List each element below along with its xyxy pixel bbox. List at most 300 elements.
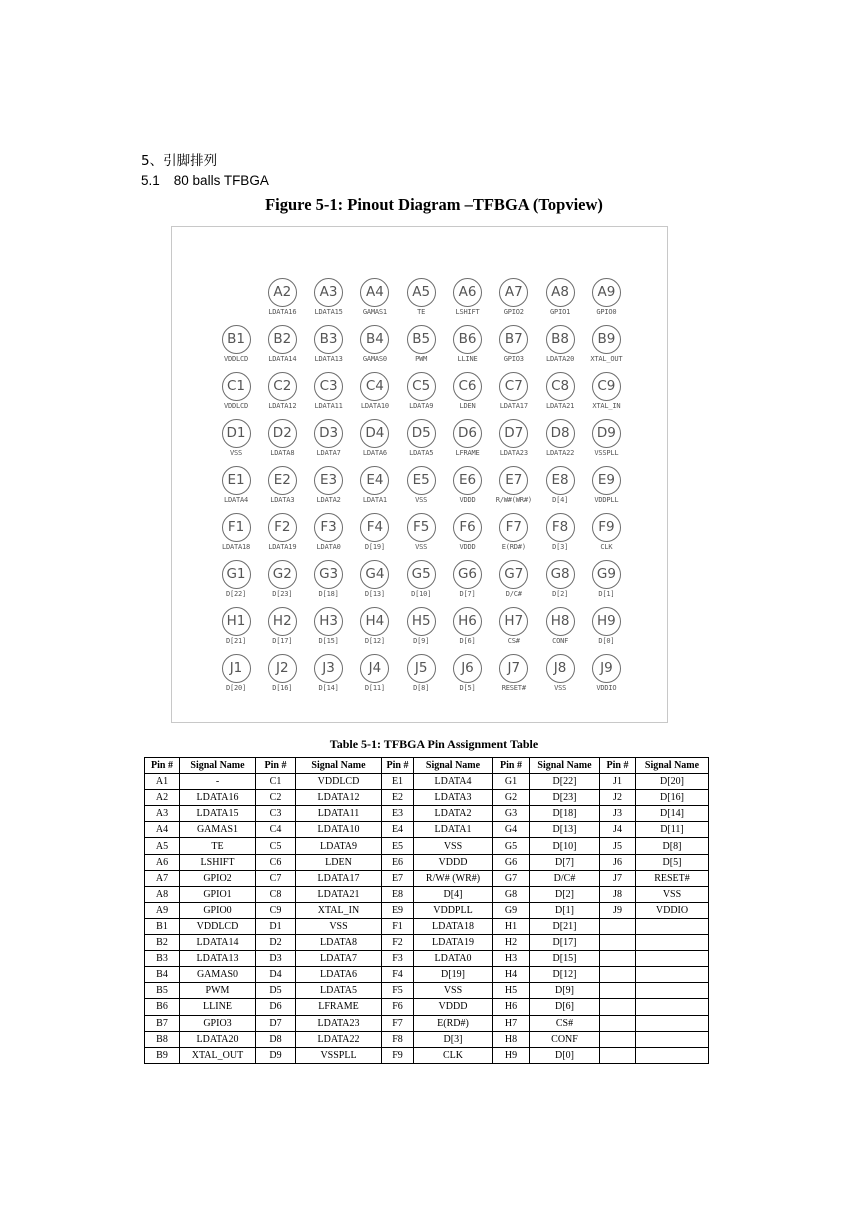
- table-cell: F6: [382, 999, 414, 1015]
- ball-signal-label: LDATA1: [362, 496, 387, 504]
- table-title: Table 5-1: TFBGA Pin Assignment Table: [329, 737, 539, 751]
- table-cell: C1: [256, 774, 296, 790]
- table-cell: GAMAS0: [180, 967, 256, 983]
- table-cell: [600, 1015, 636, 1031]
- ball-signal-label: GAMAS1: [362, 308, 387, 316]
- table-cell: H1: [493, 918, 530, 934]
- ball-G1: G1: [222, 560, 251, 589]
- ball-A6: A6: [453, 278, 482, 307]
- table-cell: G8: [493, 886, 530, 902]
- table-cell: H2: [493, 935, 530, 951]
- ball-G4: G4: [360, 560, 389, 589]
- table-cell: D8: [256, 1031, 296, 1047]
- ball-signal-label: D[20]: [225, 684, 247, 692]
- table-cell: [636, 967, 709, 983]
- ball-signal-label: D[23]: [272, 590, 293, 598]
- table-cell: G4: [493, 822, 530, 838]
- table-cell: GPIO0: [180, 902, 256, 918]
- ball-F7: F7: [499, 513, 528, 542]
- table-cell: [600, 967, 636, 983]
- ball-E7: E7: [499, 466, 528, 495]
- table-cell: D[8]: [636, 838, 709, 854]
- table-cell: LDATA22: [296, 1031, 382, 1047]
- ball-B3: B3: [314, 325, 343, 354]
- table-cell: H4: [493, 967, 530, 983]
- table-cell: VDDD: [414, 854, 493, 870]
- ball-G7: G7: [499, 560, 528, 589]
- ball-signal-label: D[0]: [598, 637, 615, 645]
- ball-signal-label: LDATA20: [546, 355, 575, 363]
- table-cell: E4: [382, 822, 414, 838]
- ball-signal-label: D[7]: [459, 590, 476, 598]
- table-cell: LDEN: [296, 854, 382, 870]
- table-cell: LDATA14: [180, 935, 256, 951]
- ball-signal-label: GAMAS0: [362, 355, 387, 363]
- table-cell: A7: [145, 870, 180, 886]
- table-cell: LDATA16: [180, 790, 256, 806]
- ball-G5: G5: [407, 560, 436, 589]
- table-cell: C2: [256, 790, 296, 806]
- table-cell: LDATA18: [414, 918, 493, 934]
- table-cell: R/W# (WR#): [414, 870, 493, 886]
- table-row: [145, 983, 709, 999]
- table-cell: F8: [382, 1031, 414, 1047]
- ball-F9: F9: [592, 513, 621, 542]
- table-cell: D9: [256, 1047, 296, 1063]
- table-cell: D[4]: [414, 886, 493, 902]
- table-cell: LDATA3: [414, 790, 493, 806]
- table-cell: [600, 1031, 636, 1047]
- subsection-number: 5.1: [141, 173, 160, 188]
- ball-C4: C4: [360, 372, 389, 401]
- table-row: [145, 951, 709, 967]
- ball-F2: F2: [268, 513, 297, 542]
- section-heading: 5、引脚排列: [141, 153, 218, 169]
- table-cell: [600, 935, 636, 951]
- ball-signal-label: D[10]: [411, 590, 432, 598]
- table-cell: F5: [382, 983, 414, 999]
- ball-A8: A8: [546, 278, 575, 307]
- table-row: [145, 1015, 709, 1031]
- ball-signal-label: D[19]: [364, 543, 385, 551]
- table-cell: D[20]: [636, 774, 709, 790]
- ball-signal-label: VSS: [554, 684, 567, 692]
- table-header-cell: Signal Name: [414, 758, 493, 774]
- table-cell: GPIO2: [180, 870, 256, 886]
- ball-A5: A5: [407, 278, 436, 307]
- ball-signal-label: D[15]: [318, 637, 339, 645]
- table-cell: J5: [600, 838, 636, 854]
- table-cell: D[11]: [636, 822, 709, 838]
- table-cell: CONF: [530, 1031, 600, 1047]
- table-cell: D[3]: [414, 1031, 493, 1047]
- table-row: [145, 822, 709, 838]
- ball-signal-label: LDATA22: [546, 449, 575, 457]
- ball-signal-label: D[22]: [225, 590, 247, 598]
- ball-signal-label: VSS: [415, 496, 428, 504]
- table-row: [145, 967, 709, 983]
- ball-H6: H6: [453, 607, 482, 636]
- ball-signal-label: GPIO0: [596, 308, 617, 316]
- ball-E6: E6: [453, 466, 482, 495]
- table-cell: F4: [382, 967, 414, 983]
- ball-H9: H9: [592, 607, 621, 636]
- ball-signal-label: VDDD: [459, 543, 476, 551]
- table-cell: B6: [145, 999, 180, 1015]
- ball-grid: [172, 227, 667, 722]
- table-cell: E1: [382, 774, 414, 790]
- table-cell: A2: [145, 790, 180, 806]
- ball-signal-label: LDATA8: [270, 449, 295, 457]
- table-cell: A5: [145, 838, 180, 854]
- table-cell: [636, 1031, 709, 1047]
- table-cell: D[18]: [530, 806, 600, 822]
- table-row: [145, 918, 709, 934]
- table-cell: J2: [600, 790, 636, 806]
- table-cell: [636, 1015, 709, 1031]
- ball-C8: C8: [546, 372, 575, 401]
- table-cell: VDDPLL: [414, 902, 493, 918]
- ball-G2: G2: [268, 560, 297, 589]
- table-row: [145, 1031, 709, 1047]
- table-cell: PWM: [180, 983, 256, 999]
- ball-signal-label: D[14]: [318, 684, 339, 692]
- table-cell: LSHIFT: [180, 854, 256, 870]
- table-row: [145, 886, 709, 902]
- ball-signal-label: VDDPLL: [594, 496, 619, 504]
- ball-signal-label: D[3]: [552, 543, 569, 551]
- table-cell: LDATA21: [296, 886, 382, 902]
- table-cell: G1: [493, 774, 530, 790]
- table-cell: LDATA4: [414, 774, 493, 790]
- ball-D5: D5: [407, 419, 436, 448]
- ball-signal-label: VDDIO: [596, 684, 617, 692]
- table-cell: C3: [256, 806, 296, 822]
- table-cell: LDATA10: [296, 822, 382, 838]
- table-cell: C5: [256, 838, 296, 854]
- ball-signal-label: LFRAME: [455, 449, 480, 457]
- table-cell: J4: [600, 822, 636, 838]
- table-cell: GPIO1: [180, 886, 256, 902]
- ball-B6: B6: [453, 325, 482, 354]
- table-cell: [600, 983, 636, 999]
- ball-H4: H4: [360, 607, 389, 636]
- table-cell: LDATA8: [296, 935, 382, 951]
- ball-D3: D3: [314, 419, 343, 448]
- table-cell: B2: [145, 935, 180, 951]
- table-cell: B4: [145, 967, 180, 983]
- table-cell: E5: [382, 838, 414, 854]
- table-cell: LDATA23: [296, 1015, 382, 1031]
- table-cell: [636, 951, 709, 967]
- table-cell: H3: [493, 951, 530, 967]
- ball-signal-label: R/W#(WR#): [495, 496, 532, 504]
- table-cell: B8: [145, 1031, 180, 1047]
- ball-E9: E9: [592, 466, 621, 495]
- ball-signal-label: LDATA13: [314, 355, 343, 363]
- table-cell: D[0]: [530, 1047, 600, 1063]
- table-cell: B9: [145, 1047, 180, 1063]
- table-cell: LDATA12: [296, 790, 382, 806]
- ball-signal-label: PWM: [415, 355, 428, 363]
- ball-signal-label: LDATA17: [499, 402, 528, 410]
- table-header-cell: Pin #: [493, 758, 530, 774]
- table-cell: [636, 999, 709, 1015]
- ball-C7: C7: [499, 372, 528, 401]
- table-row: [145, 902, 709, 918]
- table-cell: E6: [382, 854, 414, 870]
- ball-B8: B8: [546, 325, 575, 354]
- table-cell: -: [180, 774, 256, 790]
- table-cell: B3: [145, 951, 180, 967]
- table-cell: H7: [493, 1015, 530, 1031]
- table-cell: D[12]: [530, 967, 600, 983]
- ball-signal-label: VSSPLL: [594, 449, 619, 457]
- table-cell: D[9]: [530, 983, 600, 999]
- ball-D1: D1: [222, 419, 251, 448]
- table-cell: H8: [493, 1031, 530, 1047]
- table-cell: LDATA9: [296, 838, 382, 854]
- table-header-cell: Pin #: [382, 758, 414, 774]
- ball-signal-label: VDDD: [459, 496, 476, 504]
- ball-signal-label: TE: [417, 308, 426, 316]
- ball-signal-label: LDATA14: [268, 355, 297, 363]
- ball-signal-label: D[21]: [225, 637, 247, 645]
- table-cell: D[15]: [530, 951, 600, 967]
- ball-signal-label: D[12]: [364, 637, 385, 645]
- ball-signal-label: D[17]: [272, 637, 293, 645]
- subsection-title: 80 balls TFBGA: [173, 173, 269, 188]
- table-cell: D[23]: [530, 790, 600, 806]
- ball-signal-label: LDATA21: [546, 402, 575, 410]
- table-cell: LDATA7: [296, 951, 382, 967]
- ball-signal-label: LDATA9: [409, 402, 434, 410]
- ball-signal-label: XTAL_OUT: [590, 355, 623, 363]
- table-cell: [600, 951, 636, 967]
- table-cell: LLINE: [180, 999, 256, 1015]
- ball-D7: D7: [499, 419, 528, 448]
- table-cell: [636, 935, 709, 951]
- ball-A3: A3: [314, 278, 343, 307]
- table-cell: GPIO3: [180, 1015, 256, 1031]
- ball-signal-label: LDATA2: [316, 496, 341, 504]
- ball-signal-label: D/C#: [505, 590, 522, 598]
- table-row: [145, 790, 709, 806]
- ball-B7: B7: [499, 325, 528, 354]
- table-cell: XTAL_IN: [296, 902, 382, 918]
- ball-C5: C5: [407, 372, 436, 401]
- ball-signal-label: E(RD#): [501, 543, 526, 551]
- table-cell: D[7]: [530, 854, 600, 870]
- table-cell: D[21]: [530, 918, 600, 934]
- ball-signal-label: D[5]: [459, 684, 476, 692]
- table-cell: B1: [145, 918, 180, 934]
- table-cell: LDATA11: [296, 806, 382, 822]
- ball-signal-label: GPIO3: [503, 355, 524, 363]
- ball-A2: A2: [268, 278, 297, 307]
- table-cell: XTAL_OUT: [180, 1047, 256, 1063]
- ball-signal-label: LDATA5: [409, 449, 434, 457]
- ball-G9: G9: [592, 560, 621, 589]
- table-cell: VDDIO: [636, 902, 709, 918]
- table-cell: LDATA17: [296, 870, 382, 886]
- ball-C6: C6: [453, 372, 482, 401]
- ball-signal-label: LDATA16: [268, 308, 297, 316]
- table-cell: LDATA2: [414, 806, 493, 822]
- table-cell: VDDLCD: [296, 774, 382, 790]
- ball-D8: D8: [546, 419, 575, 448]
- table-row: [145, 999, 709, 1015]
- ball-A7: A7: [499, 278, 528, 307]
- table-cell: C7: [256, 870, 296, 886]
- ball-H5: H5: [407, 607, 436, 636]
- ball-C9: C9: [592, 372, 621, 401]
- table-cell: A1: [145, 774, 180, 790]
- ball-G8: G8: [546, 560, 575, 589]
- ball-C3: C3: [314, 372, 343, 401]
- ball-H1: H1: [222, 607, 251, 636]
- ball-signal-label: D[6]: [459, 637, 476, 645]
- table-row: [145, 870, 709, 886]
- table-cell: D2: [256, 935, 296, 951]
- table-row: [145, 838, 709, 854]
- table-header-cell: Pin #: [145, 758, 180, 774]
- ball-signal-label: LSHIFT: [455, 308, 480, 316]
- ball-signal-label: VDDLCD: [223, 402, 249, 410]
- ball-signal-label: LLINE: [457, 355, 478, 363]
- ball-signal-label: VDDLCD: [223, 355, 249, 363]
- ball-E1: E1: [222, 466, 251, 495]
- table-cell: F2: [382, 935, 414, 951]
- table-cell: G7: [493, 870, 530, 886]
- table-header-cell: Pin #: [256, 758, 296, 774]
- table-cell: G6: [493, 854, 530, 870]
- ball-E3: E3: [314, 466, 343, 495]
- table-cell: H5: [493, 983, 530, 999]
- ball-J9: J9: [592, 654, 621, 683]
- table-header-cell: Signal Name: [636, 758, 709, 774]
- table-cell: LDATA6: [296, 967, 382, 983]
- table-cell: C4: [256, 822, 296, 838]
- ball-signal-label: VSS: [415, 543, 428, 551]
- table-cell: VSS: [636, 886, 709, 902]
- table-cell: D[6]: [530, 999, 600, 1015]
- ball-F3: F3: [314, 513, 343, 542]
- ball-signal-label: D[9]: [413, 637, 430, 645]
- table-cell: D[22]: [530, 774, 600, 790]
- table-cell: D4: [256, 967, 296, 983]
- table-cell: [600, 1047, 636, 1063]
- ball-signal-label: LDATA23: [499, 449, 528, 457]
- ball-signal-label: LDATA15: [314, 308, 343, 316]
- table-cell: LFRAME: [296, 999, 382, 1015]
- table-header-cell: Pin #: [600, 758, 636, 774]
- table-cell: LDATA1: [414, 822, 493, 838]
- table-cell: D7: [256, 1015, 296, 1031]
- table-cell: J9: [600, 902, 636, 918]
- ball-E5: E5: [407, 466, 436, 495]
- table-header-cell: Signal Name: [296, 758, 382, 774]
- table-cell: H6: [493, 999, 530, 1015]
- ball-J5: J5: [407, 654, 436, 683]
- table-cell: D[5]: [636, 854, 709, 870]
- ball-F4: F4: [360, 513, 389, 542]
- ball-E4: E4: [360, 466, 389, 495]
- table-cell: VSS: [414, 838, 493, 854]
- ball-C2: C2: [268, 372, 297, 401]
- table-cell: G2: [493, 790, 530, 806]
- table-cell: E9: [382, 902, 414, 918]
- ball-signal-label: D[8]: [413, 684, 430, 692]
- ball-J6: J6: [453, 654, 482, 683]
- ball-signal-label: LDATA10: [360, 402, 389, 410]
- table-cell: C8: [256, 886, 296, 902]
- table-cell: A8: [145, 886, 180, 902]
- ball-signal-label: D[1]: [598, 590, 615, 598]
- table-cell: E2: [382, 790, 414, 806]
- table-cell: D[16]: [636, 790, 709, 806]
- ball-H7: H7: [499, 607, 528, 636]
- table-cell: LDATA0: [414, 951, 493, 967]
- table-cell: D[2]: [530, 886, 600, 902]
- ball-signal-label: LDEN: [459, 402, 476, 410]
- ball-signal-label: LDATA7: [316, 449, 341, 457]
- ball-B4: B4: [360, 325, 389, 354]
- table-cell: VSSPLL: [296, 1047, 382, 1063]
- table-cell: LDATA20: [180, 1031, 256, 1047]
- table-cell: D[13]: [530, 822, 600, 838]
- table-cell: [636, 918, 709, 934]
- ball-C1: C1: [222, 372, 251, 401]
- table-cell: CLK: [414, 1047, 493, 1063]
- table-cell: VDDD: [414, 999, 493, 1015]
- table-cell: C9: [256, 902, 296, 918]
- table-cell: D1: [256, 918, 296, 934]
- table-cell: VDDLCD: [180, 918, 256, 934]
- table-cell: D3: [256, 951, 296, 967]
- ball-signal-label: LDATA12: [268, 402, 297, 410]
- table-cell: A4: [145, 822, 180, 838]
- table-cell: B5: [145, 983, 180, 999]
- ball-J7: J7: [499, 654, 528, 683]
- table-row: [145, 774, 709, 790]
- ball-signal-label: D[2]: [552, 590, 569, 598]
- table-cell: LDATA13: [180, 951, 256, 967]
- ball-signal-label: LDATA0: [316, 543, 341, 551]
- table-body: [145, 774, 709, 1064]
- ball-D9: D9: [592, 419, 621, 448]
- table-cell: E3: [382, 806, 414, 822]
- ball-A4: A4: [360, 278, 389, 307]
- ball-J8: J8: [546, 654, 575, 683]
- table-cell: VSS: [296, 918, 382, 934]
- subsection-heading: [141, 172, 269, 190]
- ball-F1: F1: [222, 513, 251, 542]
- ball-B2: B2: [268, 325, 297, 354]
- table-cell: D[10]: [530, 838, 600, 854]
- ball-signal-label: VSS: [229, 449, 243, 457]
- table-cell: CS#: [530, 1015, 600, 1031]
- ball-signal-label: LDATA3: [270, 496, 295, 504]
- table-cell: E(RD#): [414, 1015, 493, 1031]
- ball-signal-label: LDATA18: [221, 543, 251, 551]
- table-cell: D5: [256, 983, 296, 999]
- ball-signal-label: LDATA19: [268, 543, 297, 551]
- table-cell: [600, 999, 636, 1015]
- table-cell: [636, 983, 709, 999]
- table-cell: GAMAS1: [180, 822, 256, 838]
- table-row: [145, 854, 709, 870]
